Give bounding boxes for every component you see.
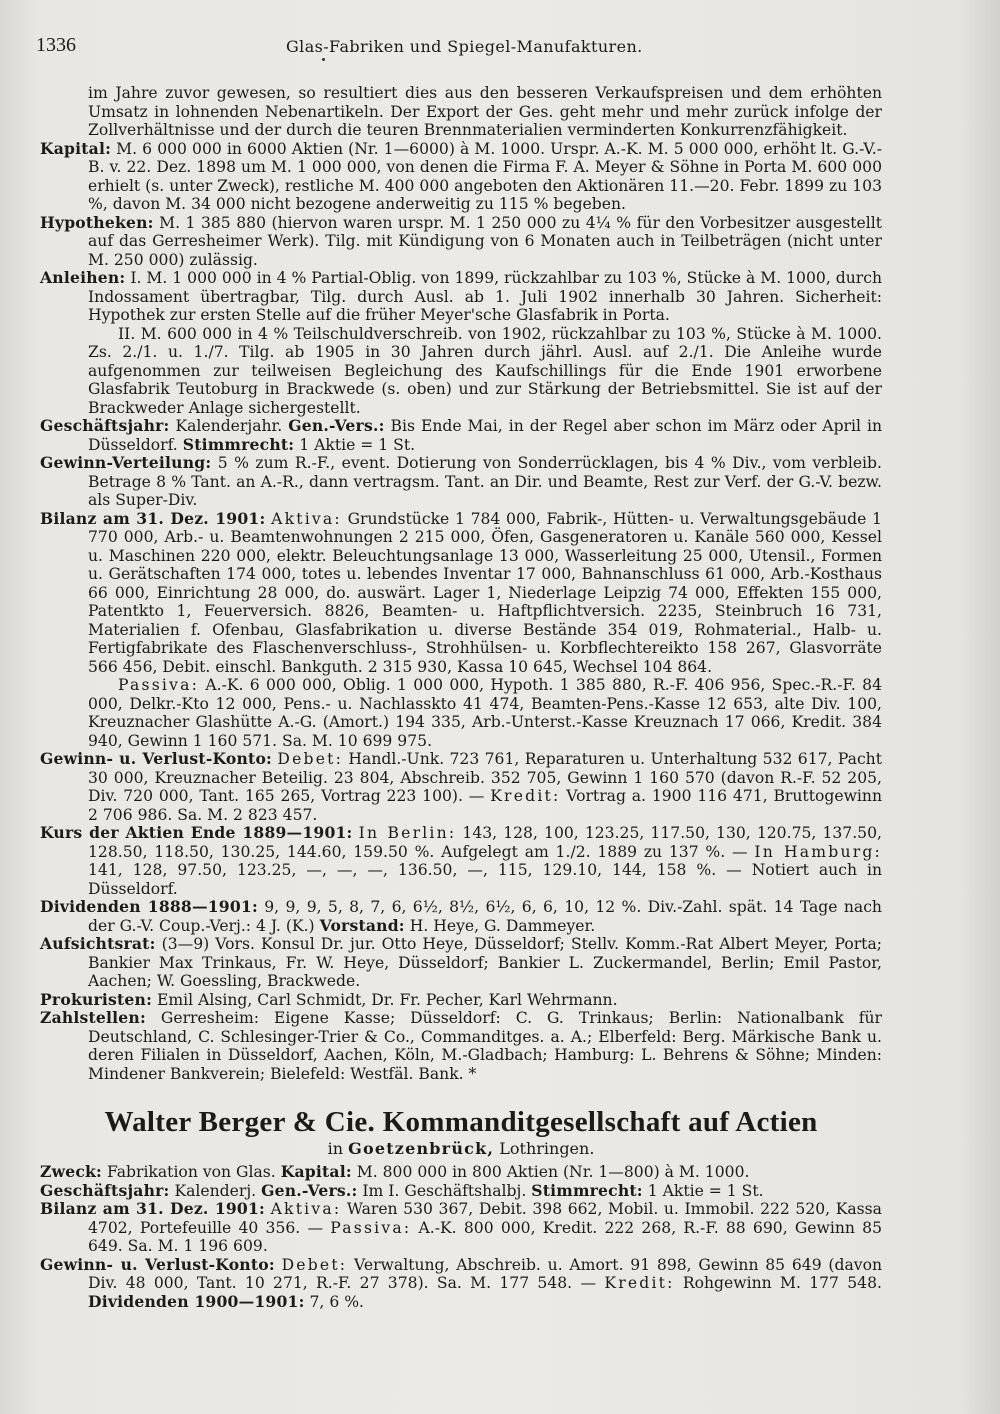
meyer-kapital: [40, 140, 882, 214]
meyer-intro: im Jahre zuvor gewesen, so resultiert dies aus den besseren Verkaufspreisen und dem erhöhten Umsatz in lohnenden Nebenartikeln. Der Export der Ges. geht mehr und mehr zurück infolge der Zollverhältnisse und der durch die teuren Brennmaterialien verminderten Konkurrenzfähigkeit.: [88, 84, 882, 139]
berger-stimm-label: Stimmrecht:: [531, 1180, 643, 1200]
berger-guv: [40, 1256, 882, 1312]
berger-bilanz: [40, 1200, 882, 1256]
meyer-hypotheken-text: M. 1 385 880 (hiervon waren urspr. M. 1 250 000 zu 4¼ % für den Vorbesitzer ausgestellt auf das Gerresheimer Werk). Tilg. mit Kündigung von 6 Monaten auch in Teilbeträgen (nicht unter M. 250 000) zulässig.: [88, 213, 882, 269]
berger-kredit-label: Kredit:: [604, 1274, 675, 1292]
meyer-kurs-label: Kurs der Aktien Ende 1889—1901:: [40, 823, 353, 842]
meyer-passiva: [40, 676, 882, 750]
meyer-anleihen-1: I. M. 1 000 000 in 4 % Partial-Oblig. von 1899, rückzahlbar zu 103 %, Stücke à M. 1000, durch Indossament übertragbar, Tilg. durch Ausl. ab 1. Juli 1902 innerhalb 30 Jahren. Sicherheit: Hypothek zur ersten Stelle auf die früher Meyer'sche Glasfabrik in Porta.: [88, 269, 882, 324]
meyer-gj-text: Kalenderjahr.: [175, 417, 283, 435]
meyer-gj-label: Geschäftsjahr:: [40, 416, 170, 435]
berger-gv-label: Gen.-Vers.:: [261, 1180, 358, 1200]
berger-kredit-text: Rohgewinn M. 177 548.: [682, 1274, 882, 1292]
berger-firm-name: [40, 1105, 882, 1139]
meyer-gewinnvert-text: 5 % zum R.-F., event. Dotierung von Sonderrücklagen, bis 4 % Div., vom verbleib. Betrage 8 % Tant. an A.-R., dann vertragsm. Tant. an Dir. und Beamte, Rest zur Verf. der G.-V. bezw. als Super-Div.: [88, 454, 882, 509]
meyer-aktiva-label: Aktiva:: [271, 509, 342, 528]
berger-kapital-label: Kapital:: [280, 1162, 352, 1181]
meyer-gewinnvert-label: Gewinn-Verteilung:: [40, 453, 212, 472]
meyer-zahl-label: Zahlstellen:: [40, 1008, 146, 1027]
berger-div-text: 7, 6 %.: [309, 1292, 365, 1311]
meyer-kapital-text: M. 6 000 000 in 6000 Aktien (Nr. 1—6000) à M. 1000. Urspr. A.-K. M. 5 000 000, erhöht lt. G.-V.-B. v. 22. Dez. 1898 um M. 1 000 000, von denen die Firma F. A. Meyer & Söhne in Porta M. 600 000 erhielt (s. unter Zweck), restliche M. 400 000 angeboten den Aktionären 11.—20. Febr. 1899 zu 103 %, davon M. 34 000 nicht bezogene anderweitig zu 115 % begeben.: [88, 139, 882, 213]
berger-loc-region: Lothringen.: [499, 1139, 595, 1158]
berger-zweck-label: Zweck:: [40, 1162, 102, 1181]
page-number: 1336: [36, 34, 76, 56]
berger-debet-label: Debet:: [281, 1255, 348, 1274]
berger-zweck-text: Fabrikation von Glas.: [106, 1163, 276, 1181]
berger-firm-name-text: Walter Berger & Cie. Kommanditgesellschaft auf Actien: [104, 1106, 818, 1138]
berger-passiva-text: A.-K. 800 000, Kredit. 222 268, R.-F. 88 690, Gewinn 85 649. Sa. M. 1 196 609.: [88, 1218, 883, 1255]
meyer-kapital-label: Kapital:: [40, 138, 112, 158]
meyer-div-text: 9, 9, 9, 5, 8, 7, 6, 6½, 8½, 6½, 6, 6, 10, 12 %. Div.-Zahl. spät. 14 Tage nach der G.-V. Coup.-Verj.: 4 J. (K.): [88, 898, 882, 935]
meyer-stimm-text: 1 Aktie = 1 St.: [299, 435, 416, 454]
page-header: [36, 34, 916, 62]
berger-aktiva-label: Aktiva:: [270, 1200, 342, 1218]
berger-bilanz-label: Bilanz am 31. Dez. 1901:: [40, 1199, 265, 1218]
meyer-aktiva-text: Grundstücke 1 784 000, Fabrik-, Hütten- u. Verwaltungsgebäude 1 770 000, Arb.- u. Beamtenwohnungen 2 215 000, Öfen, Gasgeneratoren u. Kanäle 560 000, Kessel u. Maschinen 220 000, elektr. Beleuchtungsanlage 13 000, Wasserleitung 25 000, Utensil., Formen u. Gerätschaften 174 000, totes u. lebendes Inventar 17 000, Bahnanschluss 61 000, Arb.-Kosthaus 66 000, Einrichtung 28 000, do. auswärt. Lager 1, Niederlage Leipzig 74 000, Effekten 155 000, Patentkto 1, Feuerversich. 8826, Beamten- u. Haftpflichtversich. 2235, Steinbruch 16 731, Materialien f. Ofenbau, Glasfabrikation u. diverse Bestände 354 019, Rohmaterial., Halb- u. Fertigfabrikate des Flaschenverschluss-, Strohhülsen- u. Korbflechtereikto 158 267, Glasvorräte 566 456, Debit. einschl. Bankguth. 2 315 930, Kassa 10 645, Wechsel 104 864.: [88, 509, 882, 676]
meyer-geschaeftsjahr: [40, 417, 882, 454]
meyer-passiva-label: Passiva:: [118, 676, 200, 694]
berger-loc-prefix: in: [327, 1139, 343, 1158]
meyer-ar-text: (3—9) Vors. Konsul Dr. jur. Otto Heye, Düsseldorf; Stellv. Komm.-Rat Albert Meyer, Porta; Bankier Max Trinkaus, Fr. W. Heye, Düsseldorf; Bankier L. Zuckermandel, Berlin; Emil Pastor, Aachen; W. Goessling, Brackwede.: [88, 935, 882, 990]
meyer-dividenden: [40, 898, 882, 935]
meyer-kredit-label: Kredit:: [490, 787, 561, 805]
meyer-kurs-berlin-text: 143, 128, 100, 123.25, 117.50, 130, 120.75, 137.50, 128.50, 118.50, 130.25, 144.60, 159.50 %. Aufgelegt am 1./2. 1889 zu 137 %. —: [88, 824, 882, 861]
section-gap: [40, 1083, 882, 1097]
meyer-zahlstellen: [40, 1009, 882, 1083]
meyer-prok-text: Emil Alsing, Carl Schmidt, Dr. Fr. Pecher, Karl Wehrmann.: [157, 990, 618, 1009]
meyer-kredit-text: Vortrag a. 1900 116 471, Bruttogewinn 2 706 986. Sa. M. 2 823 457.: [88, 787, 882, 824]
berger-aktiva-text: Waren 530 367, Debit. 398 662, Mobil. u. Immobil. 222 520, Kassa 4702, Portefeuille 40 356. —: [88, 1200, 882, 1237]
meyer-anleihen-label: Anleihen:: [40, 268, 126, 287]
berger-gv-text: Im I. Geschäftshalbj.: [362, 1181, 527, 1200]
meyer-kurs: [40, 824, 882, 898]
berger-passiva-label: Passiva:: [330, 1218, 412, 1237]
meyer-stimm-label: Stimmrecht:: [182, 434, 295, 454]
meyer-kurs-hamburg-label: In Hamburg:: [754, 842, 882, 861]
meyer-zahl-text: Gerresheim: Eigene Kasse; Düsseldorf: C. G. Trinkaus; Berlin: Nationalbank für Deutschland, C. Schlesinger-Trier & Co., Commanditges. a. A.; Elberfeld: Berg. Märkische Bank u. deren Filialen in Düsseldorf, Aachen, Köln, M.-Gladbach; Hamburg: L. Behrens & Söhne; Minden: Mindener Bankverein; Bielefeld: Westfäl. Bank. *: [88, 1009, 882, 1083]
meyer-gv-text: Bis Ende Mai, in der Regel aber schon im März oder April in Düsseldorf.: [88, 417, 882, 454]
berger-gj-label: Geschäftsjahr:: [40, 1180, 170, 1200]
berger-loc-city: Goetzenbrück,: [348, 1139, 495, 1158]
meyer-bilanz: [40, 510, 882, 677]
meyer-bilanz-label: Bilanz am 31. Dez. 1901:: [40, 508, 266, 528]
meyer-aufsichtsrat: [40, 935, 882, 991]
berger-geschaeftsjahr: [40, 1182, 882, 1201]
running-title: Glas-Fabriken und Spiegel-Manufakturen.: [286, 37, 643, 56]
meyer-hypotheken: [40, 214, 882, 270]
meyer-gewinn-verteilung: [40, 454, 882, 510]
meyer-vorstand-text: H. Heye, G. Dammeyer.: [409, 916, 596, 935]
meyer-vorstand-label: Vorstand:: [319, 915, 405, 935]
berger-gj-text: Kalenderj.: [174, 1181, 257, 1200]
berger-debet-text: Verwaltung, Abschreib. u. Amort. 91 898, Gewinn 85 649 (davon Div. 48 000, Tant. 10 271, R.-F. 27 378). Sa. M. 177 548. —: [88, 1255, 883, 1292]
meyer-div-label: Dividenden 1888—1901:: [40, 897, 258, 916]
berger-guv-label: Gewinn- u. Verlust-Konto:: [40, 1254, 275, 1274]
meyer-gv-label: Gen.-Vers.:: [288, 416, 385, 435]
meyer-ar-label: Aufsichtsrat:: [40, 934, 156, 953]
meyer-prokuristen: [40, 991, 882, 1010]
meyer-guv-label: Gewinn- u. Verlust-Konto:: [40, 749, 272, 768]
berger-div-label: Dividenden 1900—1901:: [88, 1291, 305, 1311]
meyer-debet-label: Debet:: [277, 750, 344, 768]
meyer-kurs-berlin-label: In Berlin:: [358, 824, 457, 842]
meyer-passiva-text: A.-K. 6 000 000, Oblig. 1 000 000, Hypoth. 1 385 880, R.-F. 406 956, Spec.-R.-F. 84 000, Delkr.-Kto 12 000, Pens.- u. Nachlasskto 41 474, Beamten-Pens.-Kasse 12 653, alte Div. 100, Kreuznacher Glashütte A.-G. (Amort.) 194 335, Arb.-Unterst.-Kasse Kreuznach 17 066, Kredit. 384 940, Gewinn 1 160 571. Sa. M. 10 699 975.: [88, 676, 882, 750]
ink-dot: [322, 58, 325, 61]
berger-stimm-text: 1 Aktie = 1 St.: [647, 1181, 764, 1200]
berger-kapital-text: M. 800 000 in 800 Aktien (Nr. 1—800) à M. 1000.: [356, 1163, 750, 1181]
meyer-prok-label: Prokuristen:: [40, 989, 153, 1009]
meyer-kurs-hamburg-text: 141, 128, 97.50, 123.25, —, —, —, 136.50, —, 115, 129.10, 144, 158 %. — Notiert auch in Düsseldorf.: [88, 861, 882, 898]
berger-zweck: [40, 1163, 882, 1182]
berger-location: [40, 1139, 882, 1159]
page-body: [40, 84, 882, 1311]
meyer-hypotheken-label: Hypotheken:: [40, 212, 154, 232]
meyer-anleihen: [40, 269, 882, 325]
meyer-guv: [40, 750, 882, 824]
meyer-anleihen-2: II. M. 600 000 in 4 % Teilschuldverschreib. von 1902, rückzahlbar zu 103 %, Stücke à M. 1000. Zs. 2./1. u. 1./7. Tilg. ab 1905 in 30 Jahren durch jährl. Ausl. auf 2./1. Die Anleihe wurde aufgenommen zur teilweisen Begleichung des Kaufschillings für die Ende 1901 erworbene Glasfabrik Teutoburg in Brackwede (s. oben) und zur Stärkung der Betriebsmittel. Sie ist auf der Brackweder Anlage sichergestellt.: [88, 324, 882, 417]
meyer-debet-text: Handl.-Unk. 723 761, Reparaturen u. Unterhaltung 532 617, Pacht 30 000, Kreuznacher Beteilig. 23 804, Abschreib. 352 705, Gewinn 1 160 570 (davon R.-F. 52 205, Div. 720 000, Tant. 165 265, Vortrag 223 100). —: [88, 750, 882, 805]
